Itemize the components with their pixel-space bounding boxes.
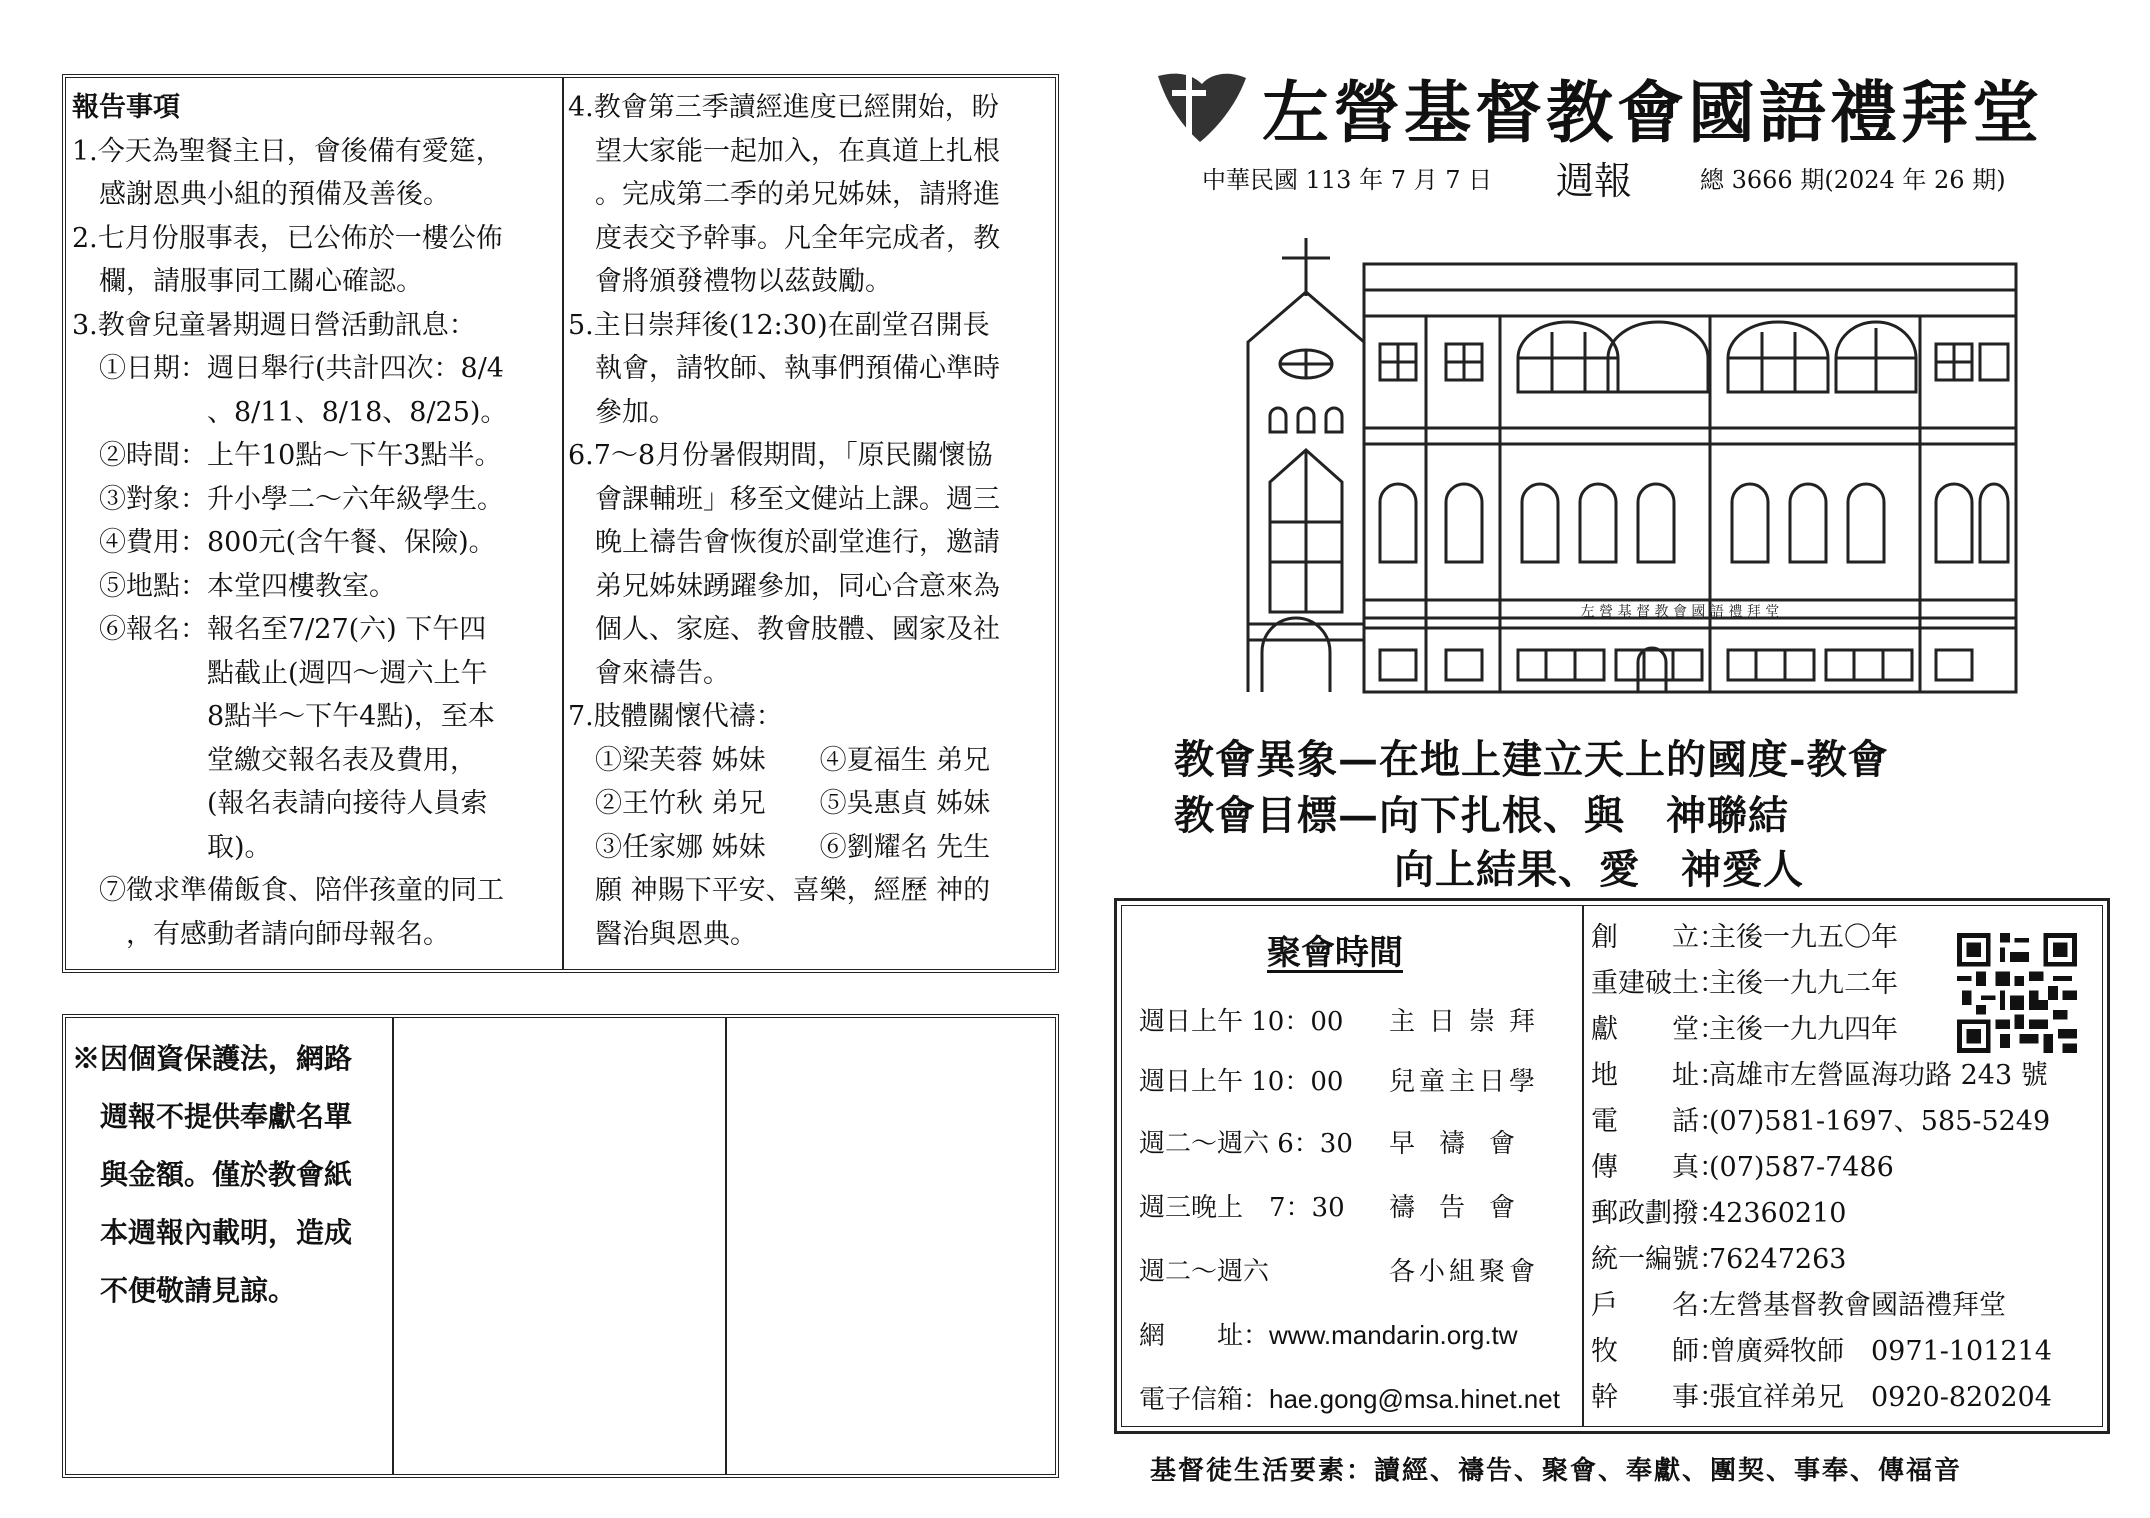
meeting-time: 週日上午 10：00	[1139, 1067, 1344, 1097]
info-row	[1591, 1191, 1846, 1230]
announcement-line: 願 神賜下平安、喜樂，經歷 神的	[568, 875, 991, 906]
issue-number: 總 3666 期(2024 年 26 期)	[1700, 166, 2006, 194]
website-label: 網 址：	[1139, 1321, 1270, 1351]
announcements-box	[62, 74, 1059, 973]
info-value: 主後一九五〇年	[1709, 922, 1898, 953]
offering-box	[62, 1014, 1059, 1478]
privacy-notice	[72, 1030, 352, 1320]
announcement-line: ④費用：800元(含午餐、保險)。	[72, 527, 496, 558]
announcement-line: ⑥報名：報名至7/27(六) 下午四	[72, 614, 487, 645]
info-value: 42360210	[1709, 1198, 1847, 1229]
announcement-line: 感謝恩典小組的預備及善後。	[72, 179, 450, 210]
announcement-line: 會來禱告。	[568, 657, 730, 689]
goal-statement-continued: 向上結果、愛 神愛人	[1394, 846, 1804, 893]
meeting-row	[1139, 1187, 1539, 1224]
announcement-line: ③任家娜 姊妹 ⑥劉耀名 先生	[568, 831, 991, 863]
announcement-line: 執會，請牧師、執事們預備心準時	[568, 353, 1000, 384]
meeting-row	[1139, 1251, 1539, 1288]
email-row	[1139, 1379, 1560, 1416]
church-building-illustration	[1240, 232, 2020, 694]
announcement-line: 堂繳交報名表及費用，	[72, 744, 477, 776]
announcement-line: ①梁芙蓉 姊妹 ④夏福生 弟兄	[568, 744, 991, 776]
info-key: 郵政劃撥：	[1591, 1198, 1726, 1229]
info-value: 高雄市左營區海功路 243 號	[1709, 1060, 2048, 1091]
website-link[interactable]: www.mandarin.org.tw	[1269, 1320, 1518, 1350]
meeting-row	[1139, 1061, 1539, 1098]
meeting-name: 禱告會	[1389, 1193, 1540, 1223]
announcement-line: 1.今天為聖餐主日，會後備有愛筵，	[72, 135, 503, 167]
meeting-name: 各小組聚會	[1389, 1257, 1540, 1287]
email-link[interactable]: hae.gong@msa.hinet.net	[1269, 1384, 1560, 1414]
announcement-line: 取)。	[72, 831, 272, 863]
announcement-line: ⑤地點：本堂四樓教室。	[72, 570, 396, 602]
meeting-time: 週日上午 10：00	[1139, 1007, 1344, 1037]
announcements-heading: 報告事項	[72, 92, 180, 123]
goal-statement: 教會目標—向下扎根、與 神聯結	[1174, 792, 1789, 839]
meeting-row	[1139, 1123, 1539, 1160]
announcement-line: 6.7～8月份暑假期間，「原民關懷協	[568, 440, 993, 471]
qr-code-icon[interactable]	[1957, 933, 2077, 1053]
info-key: 傳 真：	[1591, 1152, 1726, 1183]
bulletin-date: 中華民國 113 年 7 月 7 日	[1202, 166, 1493, 194]
announcement-line: 弟兄姊妹踴躍參加，同心合意來為	[568, 570, 1000, 602]
privacy-notice-line: 週報不提供奉獻名單	[72, 1100, 353, 1133]
church-logo-icon	[1150, 70, 1250, 146]
info-value: 張宜祥弟兄 0920-820204	[1709, 1382, 2052, 1413]
announcement-line: 5.主日崇拜後(12:30)在副堂召開長	[568, 309, 990, 341]
meeting-time: 週二～週六	[1139, 1257, 1270, 1287]
privacy-notice-line: 與金額。僅於教會紙	[72, 1158, 353, 1191]
info-box	[1114, 898, 2110, 1434]
privacy-notice-line: 不便敬請見諒。	[72, 1274, 297, 1307]
announcement-line: 度表交予幹事。凡全年完成者，教	[568, 222, 1000, 254]
info-row	[1591, 1237, 1846, 1276]
meeting-time: 週三晚上 7：30	[1139, 1193, 1345, 1223]
info-key: 創 立：	[1591, 922, 1726, 953]
announcement-line: ③對象：升小學二～六年級學生。	[72, 483, 504, 515]
info-key: 牧 師：	[1591, 1336, 1726, 1367]
info-row	[1591, 961, 1898, 1000]
column-divider	[562, 78, 564, 969]
announcement-line: 、8/11、8/18、8/25)。	[72, 396, 508, 428]
info-row	[1591, 1007, 1898, 1046]
announcement-line: 2.七月份服事表，已公佈於一樓公佈	[72, 222, 503, 254]
announcement-line: 望大家能一起加入，在真道上扎根	[568, 135, 1000, 167]
announcement-line: ②王竹秋 弟兄 ⑤吳惠貞 姊妹	[568, 788, 991, 819]
announcement-line: 會課輔班」移至文健站上課。週三	[568, 483, 1000, 515]
column-divider	[1582, 905, 1584, 1427]
info-value: (07)587-7486	[1709, 1152, 1894, 1183]
info-row	[1591, 915, 1898, 954]
announcement-line: ⑦徵求準備飯食、陪伴孩童的同工	[72, 875, 504, 906]
announcement-line: ①日期：週日舉行(共計四次：8/4	[72, 353, 504, 384]
announcement-line: 點截止(週四～週六上午	[72, 657, 488, 689]
info-key: 統一編號：	[1591, 1244, 1726, 1275]
announcement-line: 個人、家庭、教會肢體、國家及社	[568, 614, 1000, 645]
info-row	[1591, 1145, 1894, 1184]
info-key: 獻 堂：	[1591, 1014, 1726, 1045]
announcement-line: 參加。	[568, 396, 676, 428]
announcement-line: 欄，請服事同工關心確認。	[72, 266, 423, 297]
weekly-label: 週報	[1556, 159, 1633, 203]
info-row	[1591, 1329, 2052, 1368]
email-label: 電子信箱：	[1139, 1385, 1270, 1415]
info-key: 電 話：	[1591, 1106, 1726, 1137]
info-value: 76247263	[1709, 1244, 1847, 1275]
info-value: 曾廣舜牧師 0971-101214	[1709, 1336, 2052, 1367]
meeting-time: 週二～週六 6：30	[1139, 1129, 1353, 1159]
website-row	[1139, 1315, 1518, 1352]
info-value: 主後一九九四年	[1709, 1014, 1898, 1045]
column-divider	[725, 1018, 727, 1474]
meeting-row	[1139, 1001, 1549, 1038]
meeting-name: 早禱會	[1389, 1129, 1540, 1159]
building-sign: 左 營 基 督 教 會 國 語 禮 拜 堂	[1580, 604, 1780, 620]
info-row	[1591, 1099, 2050, 1138]
info-value: (07)581-1697、585-5249	[1709, 1106, 2051, 1137]
announcement-line: ，有感動者請向師母報名。	[72, 918, 450, 950]
info-row	[1591, 1283, 2006, 1322]
announcements-left-column	[72, 86, 560, 956]
column-divider	[392, 1018, 394, 1474]
church-name: 左營基督教會國語禮拜堂	[1262, 73, 2043, 152]
announcement-line: 。完成第二季的弟兄姊妹，請將進	[568, 179, 1000, 210]
christian-life-essentials: 基督徒生活要素：讀經、禱告、聚會、奉獻、團契、事奉、傳福音	[1150, 1456, 1963, 1486]
info-key: 幹 事：	[1591, 1382, 1726, 1413]
meeting-name: 主日崇拜	[1389, 1007, 1550, 1037]
announcement-line: 會將頒發禮物以茲鼓勵。	[568, 266, 892, 297]
vision-statement: 教會異象—在地上建立天上的國度-教會	[1174, 736, 1889, 783]
privacy-notice-line: ※因個資保護法，網路	[72, 1042, 353, 1075]
announcement-line: (報名表請向接待人員索	[72, 788, 488, 819]
info-row	[1591, 1375, 2052, 1414]
info-key: 戶 名：	[1591, 1290, 1726, 1321]
announcement-line: 8點半～下午4點)，至本	[72, 701, 495, 732]
announcement-line: 4.教會第三季讀經進度已經開始，盼	[568, 92, 999, 123]
announcements-right-column	[568, 86, 1058, 956]
info-key: 地 址：	[1591, 1060, 1726, 1091]
announcement-line: ②時間：上午10點～下午3點半。	[72, 440, 502, 471]
announcement-line: 醫治與恩典。	[568, 918, 757, 950]
info-key: 重建破土：	[1591, 968, 1726, 999]
info-value: 主後一九九二年	[1709, 968, 1898, 999]
info-row	[1591, 1053, 2048, 1092]
privacy-notice-line: 本週報內載明，造成	[72, 1216, 353, 1249]
info-value: 左營基督教會國語禮拜堂	[1709, 1290, 2006, 1321]
announcement-line: 晚上禱告會恢復於副堂進行，邀請	[568, 527, 1000, 558]
meeting-name: 兒童主日學	[1389, 1067, 1540, 1097]
meetings-title: 聚會時間	[1267, 933, 1403, 973]
announcement-line: 3.教會兒童暑期週日營活動訊息：	[72, 309, 476, 341]
announcement-line: 7.肢體關懷代禱：	[568, 701, 783, 732]
